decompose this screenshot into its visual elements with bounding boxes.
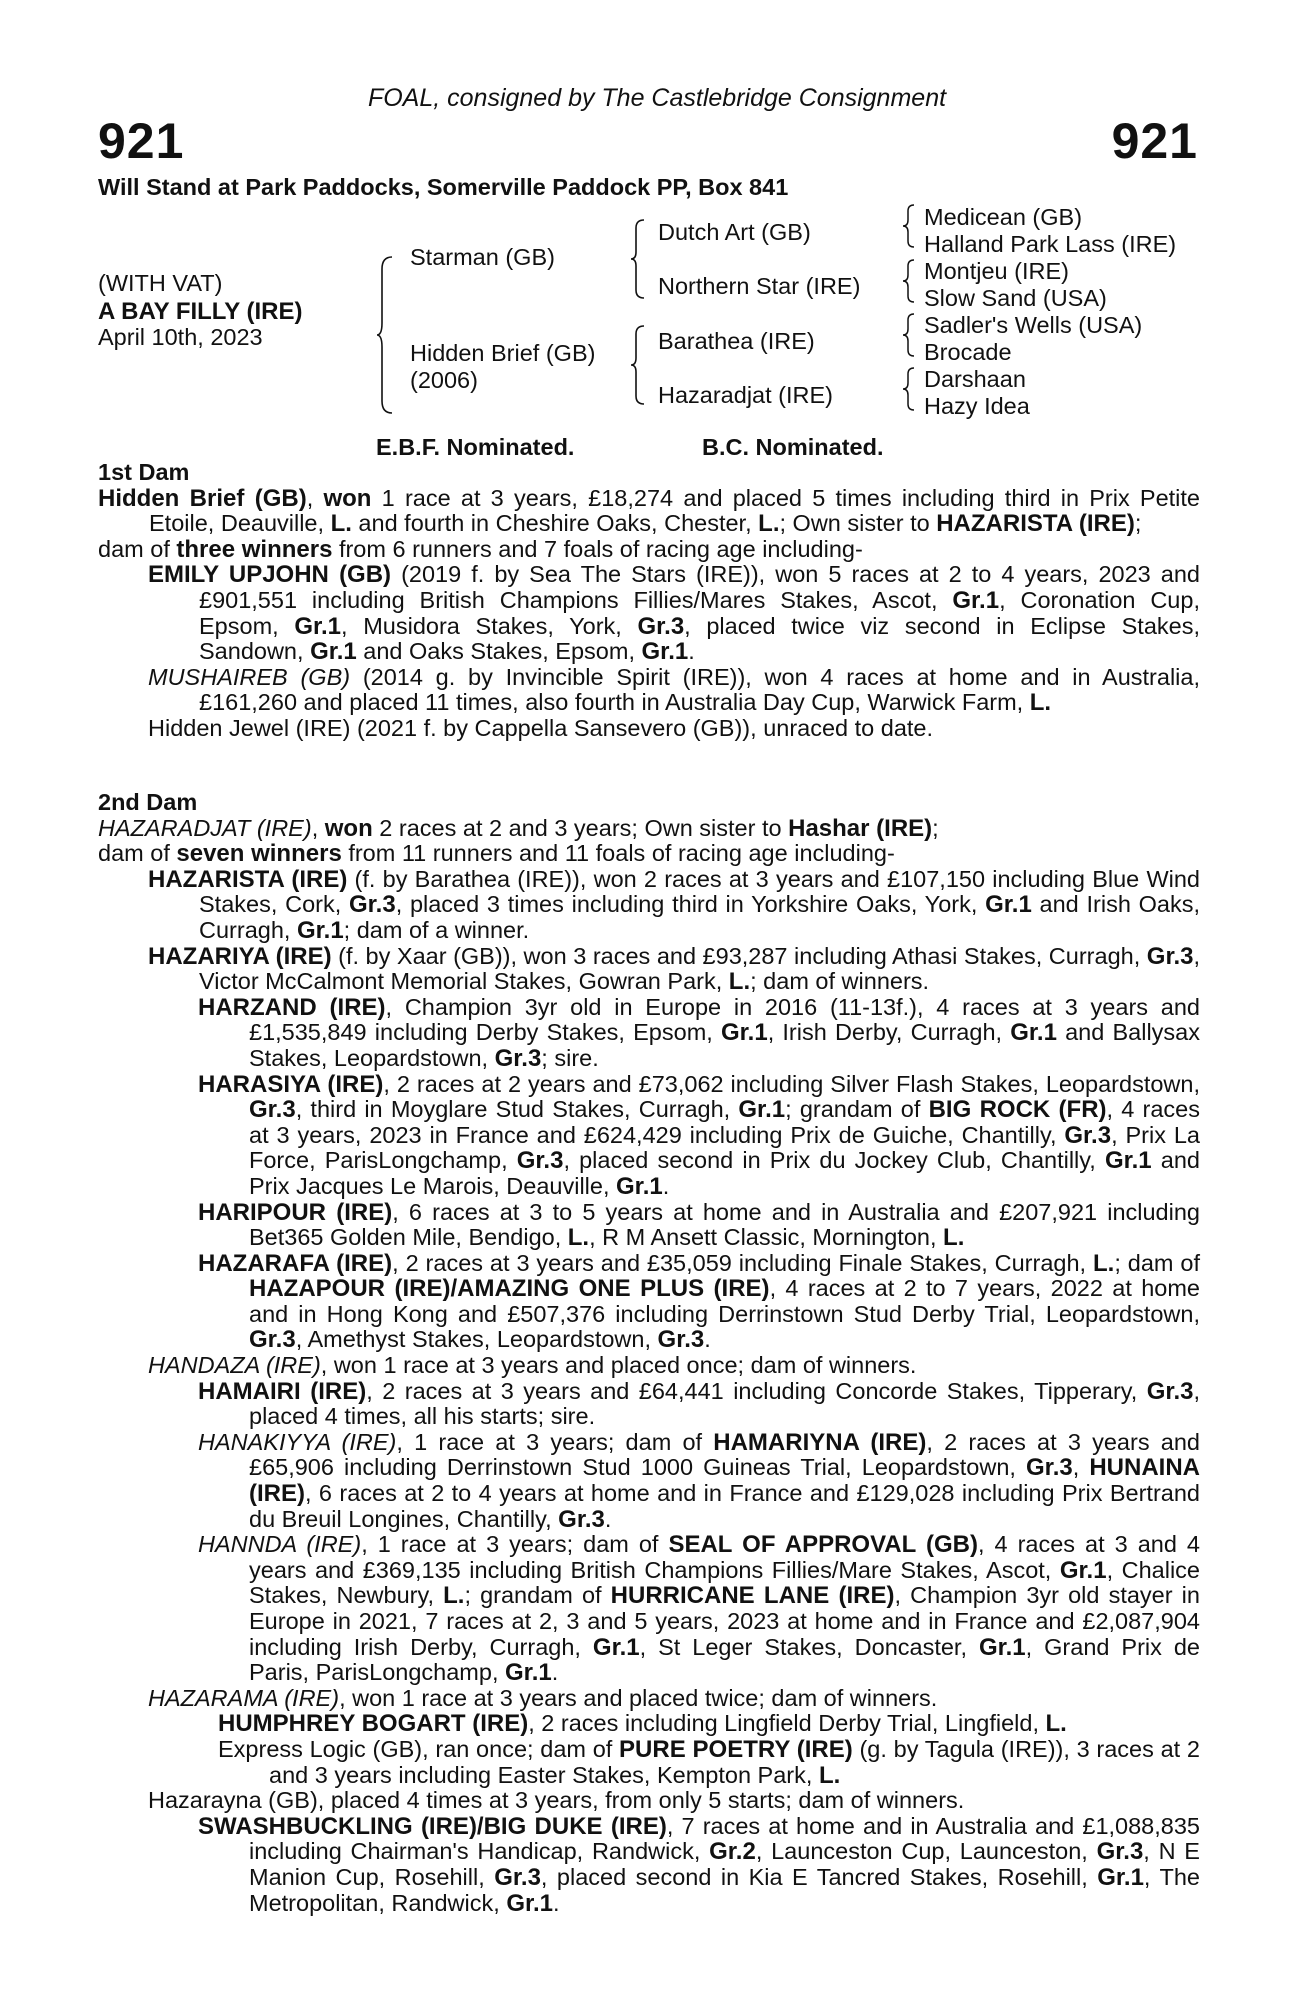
bold-text: HARZAND (IRE) xyxy=(198,993,386,1021)
bold-text: HARIPOUR (IRE) xyxy=(198,1198,393,1226)
bold-text: HUNAINA (IRE) xyxy=(249,1454,1201,1508)
text-run: , Prix La Force, ParisLongchamp, xyxy=(249,1121,1200,1174)
ped-sds: Montjeu (IRE) xyxy=(924,258,1069,284)
produce-entry xyxy=(98,1532,1200,1686)
bold-text: L. xyxy=(728,968,751,996)
text-run: ; xyxy=(932,814,939,841)
bold-text: Gr.1 xyxy=(985,891,1032,919)
text-run: , 2 races including Lingfield Derby Trial, Lingfield, xyxy=(528,1710,1046,1737)
text-run: , 2 races at 3 years and £64,441 including Concorde Stakes, Tipperary, xyxy=(366,1377,1147,1404)
text-run: (g. by Tagula (IRE)), 3 races at 2 and 3 years including Easter Stakes, Kempton Park, xyxy=(269,1735,1200,1788)
bold-text: L. xyxy=(567,1224,590,1252)
text-run: , 2 races at 2 years and £73,062 including Silver Flash Stakes, Leopardstown, xyxy=(383,1070,1200,1097)
text-run: . xyxy=(662,1172,670,1199)
text-run: , Chalice Stakes, Newbury, xyxy=(249,1556,1200,1609)
text-run: , placed twice viz second in Eclipse Stakes, Sandown, xyxy=(199,612,1200,665)
bold-text: Gr.1 xyxy=(592,1633,640,1661)
bold-text: BIG ROCK (FR) xyxy=(928,1096,1107,1124)
ped-ssd: Halland Park Lass (IRE) xyxy=(924,231,1177,257)
text-run: , placed 3 times including third in Yorkshire Oaks, York, xyxy=(395,891,986,918)
bold-text: Gr.3 xyxy=(249,1326,296,1354)
text-run: , won 1 race at 3 years and placed twice; dam of winners. xyxy=(339,1684,938,1711)
text-run: Express Logic (GB), ran once; dam of xyxy=(218,1735,620,1762)
bold-text: L. xyxy=(443,1582,465,1610)
text-run: (f. by Barathea (IRE)), won 2 races at 3 years and £107,150 including Blue Wind Stakes, Cork, xyxy=(199,865,1200,918)
brace-sd xyxy=(902,258,916,304)
produce-entry xyxy=(98,944,1200,995)
bold-text: Gr.2 xyxy=(709,1838,756,1866)
text-run: , xyxy=(311,814,325,841)
text-run: ; grandam of xyxy=(785,1096,929,1123)
ped-dds: Darshaan xyxy=(924,366,1026,392)
bold-text: Gr.3 xyxy=(1026,1454,1073,1482)
bold-text: SEAL OF APPROVAL (GB) xyxy=(668,1531,978,1559)
produce-entry xyxy=(98,995,1200,1072)
text-run: , 1 race at 3 years; dam of xyxy=(396,1428,714,1455)
produce-entry xyxy=(98,1788,1200,1814)
text-run: , placed second in Prix du Jockey Club, Chantilly, xyxy=(563,1147,1105,1174)
brace-dd xyxy=(902,366,916,412)
text-run: ; dam of winners. xyxy=(750,968,930,995)
bold-text: HAZARISTA (IRE) xyxy=(148,865,348,893)
dam-name: Hidden Brief (GB) xyxy=(410,340,596,366)
produce-entry xyxy=(98,1686,1200,1712)
text-run: (f. by Xaar (GB)), won 3 races and £93,287 including Athasi Stakes, Curragh, xyxy=(331,942,1147,969)
text-run: , Coronation Cup, Epsom, xyxy=(199,586,1200,639)
bold-text: Gr.3 xyxy=(1064,1121,1112,1149)
text-run: (2014 g. by Invincible Spirit (IRE)), won 4 races at home and in Australia, £161,260 and placed 11 times, also fourth in Australia Day Cup, Warwick Farm, xyxy=(199,663,1200,716)
bold-text: HAMAIRI (IRE) xyxy=(198,1377,367,1405)
text-run: . xyxy=(551,1659,559,1686)
produce-entry xyxy=(98,1072,1200,1200)
text-run: Hidden Jewel (IRE) (2021 f. by Cappella Sansevero (GB)), unraced to date. xyxy=(148,714,934,741)
text-run: ; xyxy=(1134,510,1142,537)
text-run: , placed 4 times, all his starts; sire. xyxy=(249,1377,1200,1430)
bold-text: Gr.1 xyxy=(310,638,357,666)
bold-text: Gr.1 xyxy=(720,1019,768,1047)
bold-text: L. xyxy=(1045,1710,1067,1738)
produce-entry xyxy=(98,665,1200,716)
bold-text: Gr.3 xyxy=(1096,1838,1144,1866)
text-run: . xyxy=(704,1326,711,1353)
text-run: , won 1 race at 3 years and placed once; dam of winners. xyxy=(320,1352,917,1379)
bold-text: PURE POETRY (IRE) xyxy=(619,1735,853,1763)
bold-text: Gr.3 xyxy=(637,612,685,640)
produce-entry xyxy=(98,1711,1200,1737)
produce-entry xyxy=(98,1430,1200,1532)
bold-text: HAZARAFA (IRE) xyxy=(198,1249,393,1277)
text-run: , Grand Prix de Paris, ParisLongchamp, xyxy=(249,1633,1200,1686)
bold-text: Gr.1 xyxy=(1010,1019,1057,1047)
text-run: , R M Ansett Classic, Mornington, xyxy=(589,1224,944,1251)
text-run: and Irish Oaks, Curragh, xyxy=(199,891,1200,943)
stand-location: Will Stand at Park Paddocks, Somerville Paddock PP, Box 841 xyxy=(98,174,789,200)
ped-dss: Sadler's Wells (USA) xyxy=(924,312,1143,338)
sire-sire: Dutch Art (GB) xyxy=(658,219,811,245)
italic-text: HANNDA (IRE) xyxy=(198,1531,362,1558)
text-run: , Victor McCalmont Memorial Stakes, Gowran Park, xyxy=(199,942,1201,995)
bold-text: EMILY UPJOHN (GB) xyxy=(148,561,392,589)
bold-text: three winners xyxy=(176,535,333,563)
text-run: Hazarayna (GB), placed 4 times at 3 years, from only 5 starts; dam of winners. xyxy=(148,1787,965,1814)
bold-text: Gr.3 xyxy=(249,1096,296,1124)
italic-text: HAZARAMA (IRE) xyxy=(148,1684,340,1711)
first-dam-summary xyxy=(98,486,1200,537)
text-run: , 6 races at 3 to 5 years at home and in Australia and £207,921 including Bet365 Golden Mile, Bendigo, xyxy=(249,1198,1200,1251)
text-run: , Musidora Stakes, York, xyxy=(341,612,638,639)
text-run: and fourth in Cheshire Oaks, Chester, xyxy=(351,510,759,537)
ped-sdd: Slow Sand (USA) xyxy=(924,285,1107,311)
text-run: , 4 races at 3 years, 2023 in France and £624,429 including Prix de Guiche, Chantilly, xyxy=(249,1096,1200,1148)
text-run: . xyxy=(688,638,695,665)
second-dam-produce-intro xyxy=(98,841,1200,867)
text-run: ; dam of a winner. xyxy=(343,916,530,943)
text-run: , Champion 3yr old in Europe in 2016 (11-13f.), 4 races at 3 years and £1,535,849 including Derby Stakes, Epsom, xyxy=(249,993,1200,1046)
text-run: , 4 races at 3 and 4 years and £369,135 including British Champions Fillies/Mare Stakes, Ascot, xyxy=(249,1531,1200,1583)
bold-text: Gr.3 xyxy=(494,1863,541,1891)
bold-text: won xyxy=(324,814,373,842)
ped-ddd: Hazy Idea xyxy=(924,393,1030,419)
bold-text: Hashar (IRE) xyxy=(788,814,933,842)
text-run: . xyxy=(553,1889,560,1916)
bold-text: Gr.3 xyxy=(516,1147,564,1175)
text-run: and Oaks Stakes, Epsom, xyxy=(356,638,642,665)
text-run: dam of xyxy=(98,535,177,562)
horse-dob: April 10th, 2023 xyxy=(98,324,263,350)
italic-text: HANAKIYYA (IRE) xyxy=(198,1428,397,1455)
produce-entry xyxy=(98,1814,1200,1916)
bold-text: Gr.3 xyxy=(1146,1377,1194,1405)
text-run: , 2 races at 3 years and £35,059 including Finale Stakes, Curragh, xyxy=(392,1249,1093,1276)
italic-text: HANDAZA (IRE) xyxy=(148,1352,321,1379)
ped-dsd: Brocade xyxy=(924,339,1012,365)
text-run: , Launceston Cup, Launceston, xyxy=(755,1838,1097,1865)
text-run: , Irish Derby, Curragh, xyxy=(767,1019,1011,1046)
bold-text: Gr.1 xyxy=(296,916,344,944)
italic-text: MUSHAIREB (GB) xyxy=(148,663,351,690)
produce-entry xyxy=(98,562,1200,664)
text-run: (2019 f. by Sea The Stars (IRE)), won 5 races at 2 to 4 years, 2023 and £901,551 including British Champions Fillies/Mares Stakes, Ascot, xyxy=(199,561,1200,613)
bold-text: HARASIYA (IRE) xyxy=(198,1070,384,1098)
text-run: from 11 runners and 11 foals of racing age including- xyxy=(341,840,895,867)
text-run: , placed second in Kia E Tancred Stakes, Rosehill, xyxy=(540,1863,1098,1890)
bold-text: Gr.1 xyxy=(616,1172,663,1200)
bold-text: Gr.1 xyxy=(738,1096,786,1124)
bold-text: Gr.1 xyxy=(978,1633,1026,1661)
vat-label: (WITH VAT) xyxy=(98,270,223,296)
bold-text: Gr.1 xyxy=(952,586,1000,614)
text-run: , 4 races at 2 to 7 years, 2022 at home and in Hong Kong and £507,376 including Derrinstown Stud Derby Trial, Leopardstown, xyxy=(249,1275,1200,1327)
text-run: , 2 races at 3 years and £65,906 including Derrinstown Stud 1000 Guineas Trial, Leopardstown, xyxy=(249,1428,1200,1481)
text-run: , xyxy=(306,484,324,511)
bold-text: Gr.1 xyxy=(641,638,689,666)
bold-text: Gr.1 xyxy=(506,1889,554,1917)
text-run: ; sire. xyxy=(541,1044,599,1071)
bold-text: Gr.1 xyxy=(1059,1556,1107,1584)
text-run: from 6 runners and 7 foals of racing age including- xyxy=(332,535,863,562)
text-run: , 7 races at home and in Australia and £1,088,835 including Chairman's Handicap, Randwick, xyxy=(249,1812,1200,1865)
bold-text: HAZARISTA (IRE) xyxy=(936,510,1135,538)
bold-text: SWASHBUCKLING (IRE)/BIG DUKE (IRE) xyxy=(198,1812,667,1840)
second-dam-section xyxy=(98,790,1200,1916)
text-run: 1 race at 3 years, £18,274 and placed 5 times including third in Prix Petite Etoile, Deauville, xyxy=(149,484,1201,537)
text-run: , Amethyst Stakes, Leopardstown, xyxy=(295,1326,658,1353)
dam-sire: Barathea (IRE) xyxy=(658,328,815,354)
lot-number-left: 921 xyxy=(98,113,185,169)
pedigree-brace xyxy=(376,255,394,415)
second-dam-summary xyxy=(98,816,1200,842)
bold-text: L. xyxy=(1092,1249,1115,1277)
produce-entry xyxy=(98,1251,1200,1353)
text-run: . xyxy=(604,1505,612,1532)
dam-brace xyxy=(630,324,646,406)
bold-text: Gr.1 xyxy=(1097,1863,1144,1891)
text-run: , xyxy=(1072,1454,1090,1481)
text-run: ; Own sister to xyxy=(779,510,937,537)
bold-text: Gr.3 xyxy=(348,891,396,919)
text-run: ; dam of xyxy=(1114,1249,1200,1276)
produce-entry xyxy=(98,1379,1200,1430)
sire-brace xyxy=(630,218,646,300)
bold-text: seven winners xyxy=(176,840,342,868)
bold-text: HUMPHREY BOGART (IRE) xyxy=(218,1710,529,1738)
bold-text: won xyxy=(323,484,372,512)
second-dam-heading: 2nd Dam xyxy=(98,789,198,815)
text-run: , The Metropolitan, Randwick, xyxy=(249,1863,1200,1916)
produce-entry xyxy=(98,1737,1200,1788)
horse-name: A BAY FILLY (IRE) xyxy=(98,298,303,325)
first-dam-produce-intro xyxy=(98,537,1200,563)
bold-text: L. xyxy=(758,510,780,538)
text-run: , N E Manion Cup, Rosehill, xyxy=(249,1838,1200,1890)
bold-text: Gr.1 xyxy=(505,1659,552,1687)
produce-entry xyxy=(98,1200,1200,1251)
brace-ds xyxy=(902,312,916,358)
bold-text: HURRICANE LANE (IRE) xyxy=(610,1582,895,1610)
produce-entry xyxy=(98,716,1200,742)
ped-sss: Medicean (GB) xyxy=(924,204,1083,230)
produce-entry xyxy=(98,867,1200,944)
first-dam-heading: 1st Dam xyxy=(98,459,190,485)
bold-text: L. xyxy=(330,510,352,538)
text-run: , St Leger Stakes, Doncaster, xyxy=(639,1633,979,1660)
bold-text: HAMARIYNA (IRE) xyxy=(713,1428,927,1456)
bold-text: Gr.3 xyxy=(657,1326,705,1354)
dam-dam: Hazaradjat (IRE) xyxy=(658,382,833,408)
text-run: , 1 race at 3 years; dam of xyxy=(361,1531,669,1558)
bold-text: Gr.1 xyxy=(1104,1147,1152,1175)
bold-text: HAZARIYA (IRE) xyxy=(148,942,332,970)
bold-text: Gr.3 xyxy=(1146,942,1194,970)
bold-text: L. xyxy=(818,1761,841,1789)
sire-name: Starman (GB) xyxy=(410,244,555,270)
bc-nominated: B.C. Nominated. xyxy=(702,434,884,460)
produce-entry xyxy=(98,1353,1200,1379)
bold-text: Gr.1 xyxy=(294,612,342,640)
dam-year: (2006) xyxy=(410,367,478,393)
lot-number-right: 921 xyxy=(1111,113,1198,169)
bold-text: HAZAPOUR (IRE)/AMAZING ONE PLUS (IRE) xyxy=(249,1275,770,1303)
bold-text: L. xyxy=(943,1224,965,1252)
text-run: 2 races at 2 and 3 years; Own sister to xyxy=(372,814,789,841)
bold-text: L. xyxy=(1029,689,1052,717)
text-run: ; grandam of xyxy=(464,1582,611,1609)
ebf-nominated: E.B.F. Nominated. xyxy=(376,434,575,460)
text-run: , Champion 3yr old stayer in Europe in 2021, 7 races at 2, 3 and 5 years, 2023 at home and in France and £2,087,904 including Irish Derby, Curragh, xyxy=(249,1582,1200,1660)
text-run: and Ballysax Stakes, Leopardstown, xyxy=(249,1019,1200,1071)
first-dam-section xyxy=(98,460,1200,742)
bold-text: Gr.3 xyxy=(494,1044,542,1072)
bold-text: Hidden Brief (GB) xyxy=(98,484,307,512)
sire-dam: Northern Star (IRE) xyxy=(658,273,861,299)
text-run: , third in Moyglare Stud Stakes, Curragh, xyxy=(295,1096,739,1123)
text-run: and Prix Jacques Le Marois, Deauville, xyxy=(249,1147,1200,1199)
italic-text: HAZARADJAT (IRE) xyxy=(98,814,312,841)
brace-ss xyxy=(902,203,916,249)
text-run: dam of xyxy=(98,840,177,867)
bold-text: Gr.3 xyxy=(558,1505,605,1533)
consignment-line: FOAL, consigned by The Castlebridge Consignment xyxy=(367,84,947,112)
text-run: , 6 races at 2 to 4 years at home and in France and £129,028 including Prix Bertrand du Breuil Longines, Chantilly, xyxy=(249,1480,1200,1532)
